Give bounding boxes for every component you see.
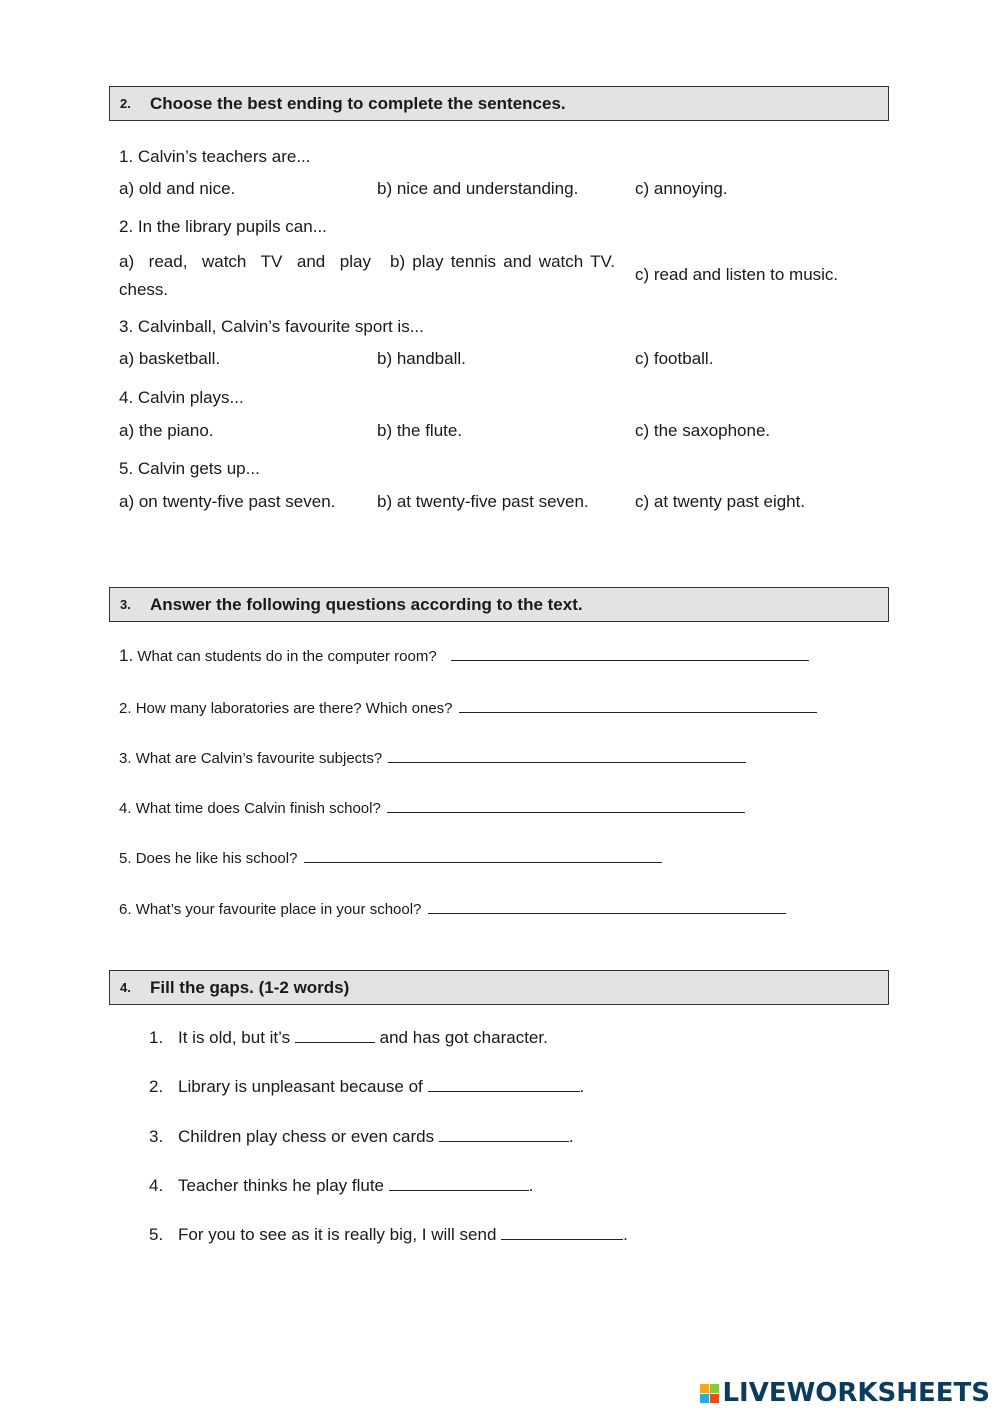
- gap-item: [149, 1028, 548, 1048]
- option-c[interactable]: c) read and listen to music.: [635, 265, 839, 284]
- gap-item: [149, 1077, 584, 1097]
- logo-text: LIVEWORKSHEETS: [722, 1378, 990, 1408]
- liveworksheets-logo[interactable]: [700, 1379, 990, 1407]
- gap-item: [149, 1176, 533, 1196]
- question-number: 1.: [119, 646, 134, 665]
- gap-blank[interactable]: [501, 1225, 623, 1240]
- logo-square: [710, 1394, 719, 1403]
- question-number: 5.: [119, 850, 132, 867]
- logo-square: [700, 1384, 709, 1393]
- section-4-number: 4.: [120, 980, 131, 995]
- option-a[interactable]: a) on twenty-five past seven.: [119, 492, 336, 511]
- item-text-before: Library is unpleasant because of: [178, 1077, 423, 1096]
- option-b[interactable]: b) handball.: [377, 349, 466, 368]
- answer-blank[interactable]: [387, 798, 745, 813]
- item-number: 3.: [149, 1127, 164, 1146]
- option-b[interactable]: b) play tennis and watch TV.: [390, 252, 615, 271]
- logo-squares-icon: [700, 1384, 719, 1403]
- item-number: 1.: [149, 1028, 164, 1047]
- item-number: 2.: [149, 1077, 164, 1096]
- question-text: What are Calvin’s favourite subjects?: [135, 750, 383, 767]
- question-number: 2.: [119, 700, 132, 717]
- option-b[interactable]: b) at twenty-five past seven.: [377, 492, 589, 511]
- question-stem: 5. Calvin gets up...: [119, 459, 260, 478]
- item-number: 5.: [149, 1225, 164, 1244]
- question-text: What’s your favourite place in your school?: [135, 901, 422, 918]
- open-question: [119, 698, 817, 717]
- open-question: [119, 646, 809, 666]
- question-stem: 2. In the library pupils can...: [119, 217, 327, 236]
- option-a[interactable]: a) the piano.: [119, 421, 214, 440]
- item-text-before: It is old, but it’s: [178, 1028, 291, 1047]
- option-c[interactable]: c) annoying.: [635, 179, 728, 198]
- section-3-number: 3.: [120, 597, 131, 612]
- item-text-before: For you to see as it is really big, I will send: [178, 1225, 497, 1244]
- question-stem: 3. Calvinball, Calvin’s favourite sport is...: [119, 317, 424, 336]
- open-question: [119, 798, 745, 817]
- option-b[interactable]: b) nice and understanding.: [377, 179, 579, 198]
- question-text: What can students do in the computer room?: [137, 648, 437, 665]
- section-3-header: [109, 587, 889, 622]
- item-text-before: Teacher thinks he play flute: [178, 1176, 385, 1195]
- item-number: 4.: [149, 1176, 164, 1195]
- item-text-after: .: [579, 1077, 585, 1096]
- question-number: 4.: [119, 800, 132, 817]
- gap-item: [149, 1127, 574, 1147]
- question-stem: 4. Calvin plays...: [119, 388, 244, 407]
- question-text: Does he like his school?: [135, 850, 298, 867]
- section-2-header: [109, 86, 889, 121]
- logo-square: [710, 1384, 719, 1393]
- gap-blank[interactable]: [389, 1176, 529, 1191]
- question-number: 3.: [119, 750, 132, 767]
- option-b[interactable]: b) the flute.: [377, 421, 463, 440]
- item-text-after: and has got character.: [379, 1028, 548, 1047]
- section-2-number: 2.: [120, 96, 131, 111]
- item-text-after: .: [528, 1176, 534, 1195]
- open-question: [119, 848, 662, 867]
- option-a[interactable]: a) read, watch TV and play chess.: [119, 252, 371, 299]
- section-3-title: Answer the following questions according to the text.: [150, 594, 583, 614]
- answer-blank[interactable]: [459, 698, 817, 713]
- option-c[interactable]: c) at twenty past eight.: [635, 492, 806, 511]
- item-text-after: .: [568, 1127, 574, 1146]
- gap-item: [149, 1225, 628, 1245]
- option-c[interactable]: c) football.: [635, 349, 714, 368]
- question-text: What time does Calvin finish school?: [135, 800, 381, 817]
- option-c[interactable]: c) the saxophone.: [635, 421, 771, 440]
- item-text-before: Children play chess or even cards: [178, 1127, 435, 1146]
- option-a[interactable]: a) old and nice.: [119, 179, 236, 198]
- section-4-title: Fill the gaps. (1-2 words): [150, 977, 350, 997]
- open-question: [119, 899, 786, 918]
- answer-blank[interactable]: [451, 646, 809, 661]
- option-a[interactable]: a) basketball.: [119, 349, 221, 368]
- question-number: 6.: [119, 901, 132, 918]
- gap-blank[interactable]: [439, 1127, 569, 1142]
- item-text-after: .: [623, 1225, 628, 1244]
- answer-blank[interactable]: [388, 748, 746, 763]
- section-2-title: Choose the best ending to complete the sentences.: [150, 93, 566, 113]
- question-stem: 1. Calvin’s teachers are...: [119, 147, 311, 166]
- logo-square: [700, 1394, 709, 1403]
- answer-blank[interactable]: [428, 899, 786, 914]
- open-question: [119, 748, 746, 767]
- gap-blank[interactable]: [295, 1028, 375, 1043]
- section-4-header: [109, 970, 889, 1005]
- gap-blank[interactable]: [428, 1077, 580, 1092]
- question-text: How many laboratories are there? Which ones?: [135, 700, 453, 717]
- answer-blank[interactable]: [304, 848, 662, 863]
